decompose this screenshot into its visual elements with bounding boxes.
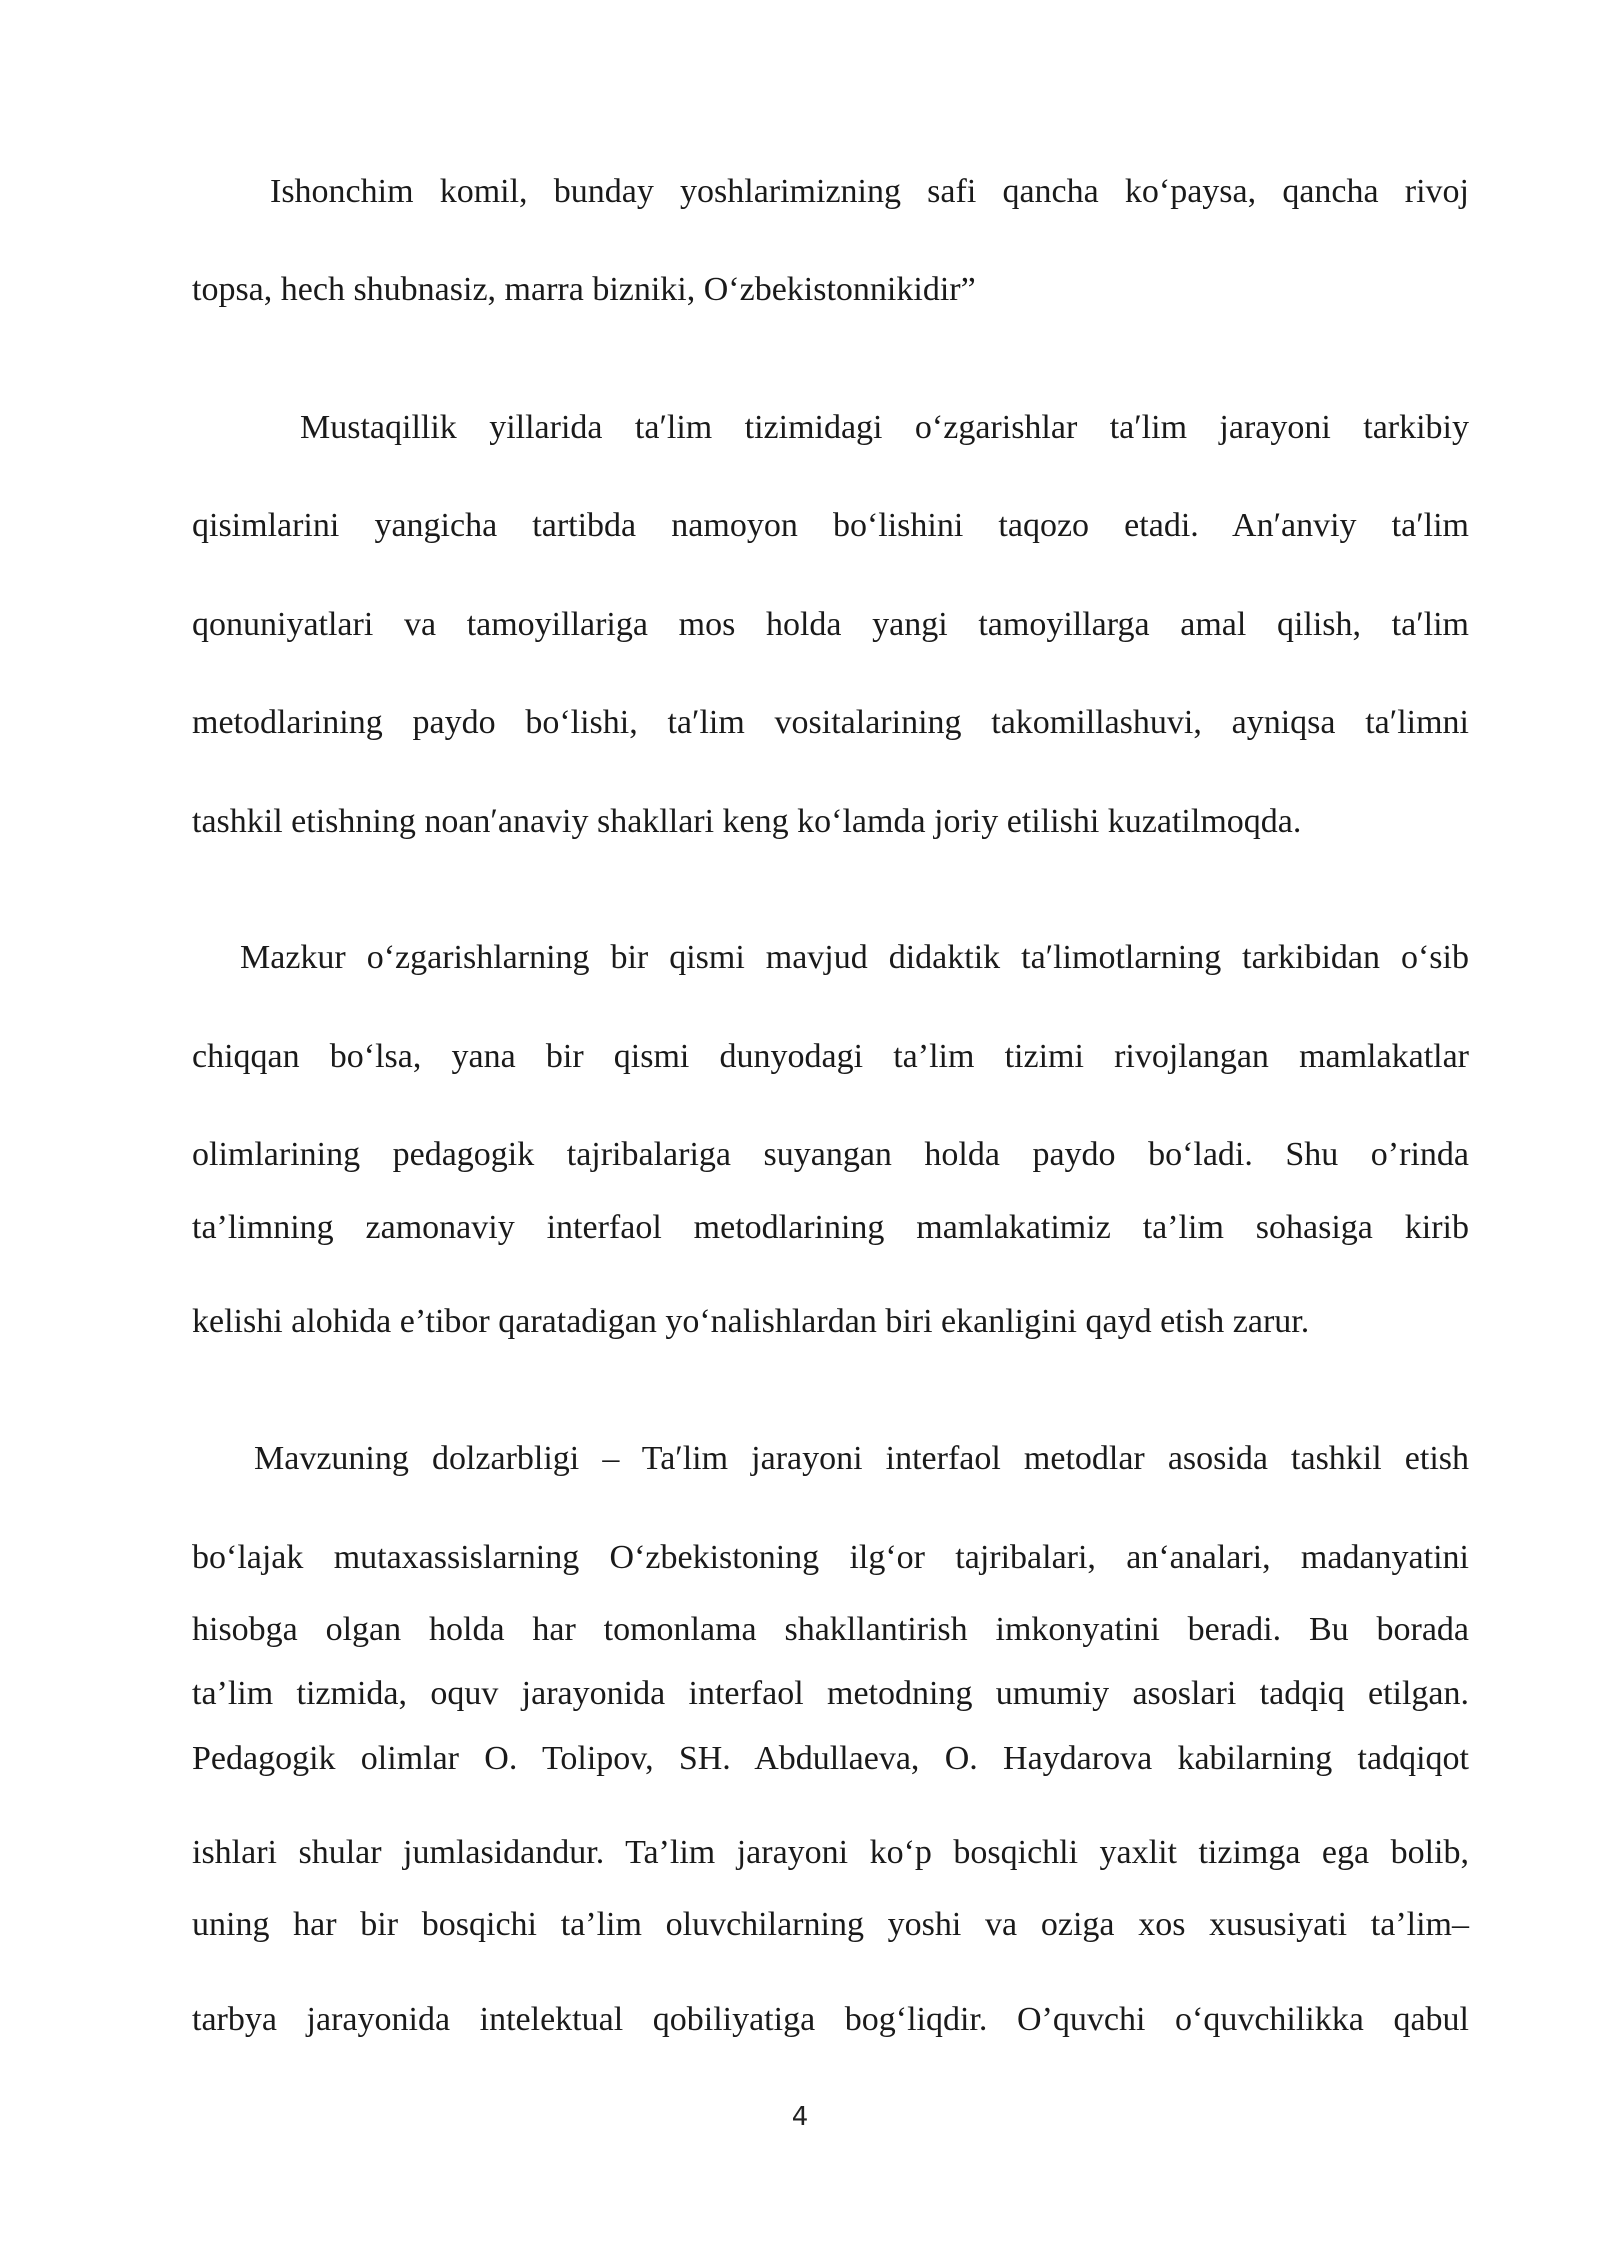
paragraph-1-line-2: topsa, hech shubnasiz, marra bizniki, Oʻzbekistonnikidir” xyxy=(192,271,976,308)
paragraph-2-line-3: qonuniyatlari va tamoyillariga mos holda yangi tamoyillarga amal qilish, taʹlim xyxy=(192,606,1469,643)
paragraph-2-line-5: tashkil etishning noanʹanaviy shakllari keng koʻlamda joriy etilishi kuzatilmoqda. xyxy=(192,803,1302,840)
paragraph-4-line-1: Mavzuning dolzarbligi – Taʹlim jarayoni interfaol metodlar asosida tashkil etish xyxy=(254,1440,1469,1477)
paragraph-4-line-8: tarbya jarayonida intelektual qobiliyatiga bogʻliqdir. O’quvchi oʻquvchilikka qabul xyxy=(192,2001,1469,2038)
paragraph-3-line-5: kelishi alohida e’tibor qaratadigan yoʻnalishlardan biri ekanligini qayd etish zarur. xyxy=(192,1303,1310,1340)
paragraph-3-line-3: olimlarining pedagogik tajribalariga suyangan holda paydo boʻladi. Shu o’rinda xyxy=(192,1136,1469,1173)
paragraph-4-line-3: hisobga olgan holda har tomonlama shakllantirish imkonyatini beradi. Bu borada xyxy=(192,1611,1469,1648)
paragraph-1-line-1: Ishonchim komil, bunday yoshlarimizning safi qancha koʻpaysa, qancha rivoj xyxy=(270,173,1469,210)
page-number: 4 xyxy=(791,2102,809,2132)
paragraph-3-line-4: ta’limning zamonaviy interfaol metodlarining mamlakatimiz ta’lim sohasiga kirib xyxy=(192,1209,1469,1246)
paragraph-3-line-2: chiqqan boʻlsa, yana bir qismi dunyodagi ta’lim tizimi rivojlangan mamlakatlar xyxy=(192,1038,1469,1075)
paragraph-4-line-7: uning har bir bosqichi ta’lim oluvchilarning yoshi va oziga xos xususiyati ta’lim– xyxy=(192,1906,1469,1943)
paragraph-4-line-5: Pedagogik olimlar O. Tolipov, SH. Abdullaeva, O. Haydarova kabilarning tadqiqot xyxy=(192,1740,1469,1777)
paragraph-2-line-4: metodlarining paydo boʻlishi, taʹlim vositalarining takomillashuvi, ayniqsa taʹlimni xyxy=(192,704,1469,741)
paragraph-2-line-1: Mustaqillik yillarida taʹlim tizimidagi oʻzgarishlar taʹlim jarayoni tarkibiy xyxy=(300,409,1469,446)
paragraph-4-line-4: ta’lim tizmida, oquv jarayonida interfaol metodning umumiy asoslari tadqiq etilgan. xyxy=(192,1675,1469,1712)
paragraph-4-line-2: boʻlajak mutaxassislarning Oʻzbekistoning ilgʻor tajribalari, anʻanalari, madanyatini xyxy=(192,1539,1469,1576)
paragraph-2-line-2: qisimlarini yangicha tartibda namoyon boʻlishini taqozo etadi. Anʹanviy taʹlim xyxy=(192,507,1469,544)
paragraph-3-line-1: Mazkur oʻzgarishlarning bir qismi mavjud didaktik taʹlimotlarning tarkibidan oʻsib xyxy=(240,939,1469,976)
paragraph-4-line-6: ishlari shular jumlasidandur. Ta’lim jarayoni koʻp bosqichli yaxlit tizimga ega bolib, xyxy=(192,1834,1469,1871)
